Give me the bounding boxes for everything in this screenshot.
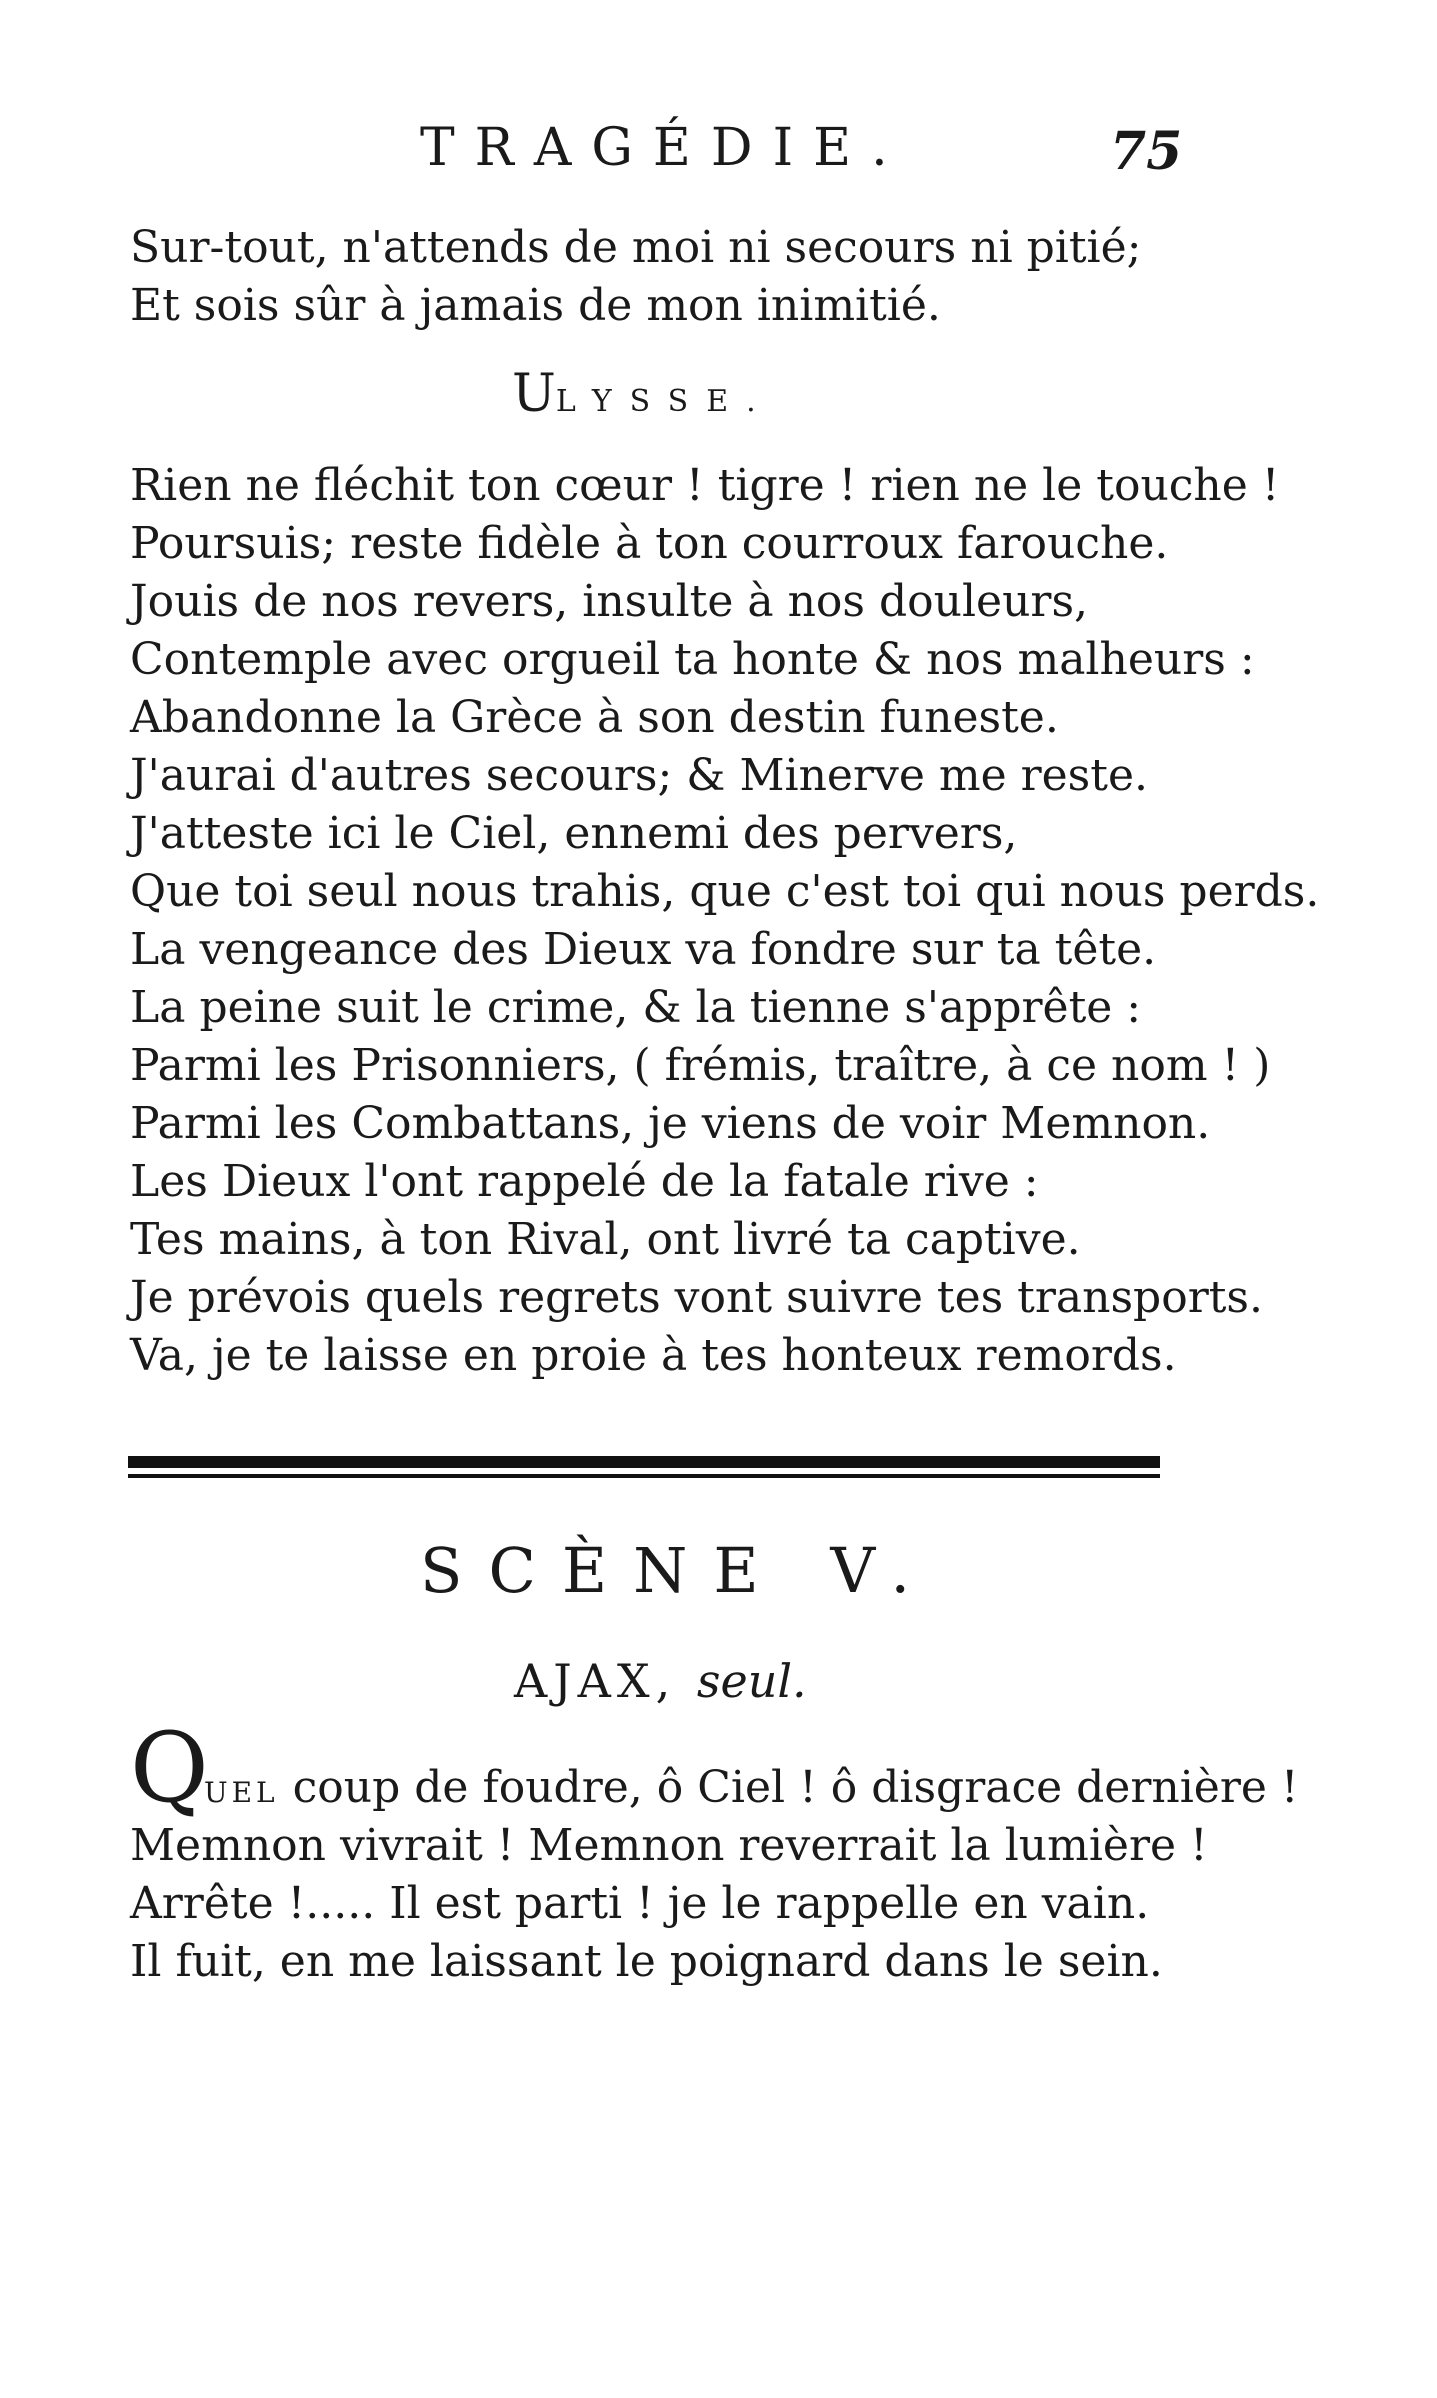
verse-line: Je prévois quels regrets vont suivre tes transports. (130, 1272, 1263, 1323)
verse-line: Que toi seul nous trahis, que c'est toi qui nous perds. (130, 866, 1320, 917)
verse-line: Parmi les Prisonniers, ( frémis, traître, à ce nom ! ) (130, 1040, 1271, 1091)
running-title: TRAGÉDIE. (420, 118, 908, 178)
verse-line: Poursuis; reste fidèle à ton courroux farouche. (130, 518, 1169, 569)
verse-line-first (204, 1762, 1299, 1813)
first-line-rest: coup de foudre, ô Ciel ! ô disgrace dernière ! (278, 1762, 1299, 1813)
section-rule-thin (128, 1474, 1160, 1478)
verse-line: Les Dieux l'ont rappelé de la fatale rive : (130, 1156, 1039, 1207)
page-number: 75 (1110, 121, 1183, 182)
verse-line: La vengeance des Dieux va fondre sur ta tête. (130, 924, 1157, 975)
verse-line: Contemple avec orgueil ta honte & nos malheurs : (130, 634, 1255, 685)
verse-line: Sur-tout, n'attends de moi ni secours ni pitié; (130, 222, 1142, 273)
verse-line: Rien ne fléchit ton cœur ! tigre ! rien ne le touche ! (130, 460, 1280, 511)
verse-line: Memnon vivrait ! Memnon reverrait la lumière ! (130, 1820, 1208, 1871)
scene-character (514, 1654, 807, 1708)
first-line-smallcaps: UEL (204, 1776, 279, 1809)
verse-line: Il fuit, en me laissant le poignard dans le sein. (130, 1936, 1163, 1987)
verse-line: J'atteste ici le Ciel, ennemi des pervers, (130, 808, 1018, 859)
character-name: AJAX, (514, 1654, 677, 1708)
verse-line: Arrête !..... Il est parti ! je le rappelle en vain. (130, 1878, 1150, 1929)
character-note: seul. (696, 1654, 807, 1708)
speaker-rest: LYSSE. (555, 384, 774, 419)
verse-line: Abandonne la Grèce à son destin funeste. (130, 692, 1059, 743)
drop-cap: Q (130, 1712, 209, 1824)
speaker-initial: U (512, 364, 556, 424)
verse-line: Va, je te laisse en proie à tes honteux remords. (130, 1330, 1177, 1381)
scene-title: SCÈNE V. (420, 1534, 937, 1607)
verse-line: Et sois sûr à jamais de mon inimitié. (130, 280, 941, 331)
verse-line: Parmi les Combattans, je viens de voir Memnon. (130, 1098, 1211, 1149)
verse-line: J'aurai d'autres secours; & Minerve me reste. (130, 750, 1148, 801)
verse-line: Tes mains, à ton Rival, ont livré ta captive. (130, 1214, 1081, 1265)
verse-line: Jouis de nos revers, insulte à nos douleurs, (130, 576, 1089, 627)
verse-line: La peine suit le crime, & la tienne s'apprête : (130, 982, 1142, 1033)
section-rule (128, 1456, 1160, 1468)
speaker-name (512, 364, 774, 424)
